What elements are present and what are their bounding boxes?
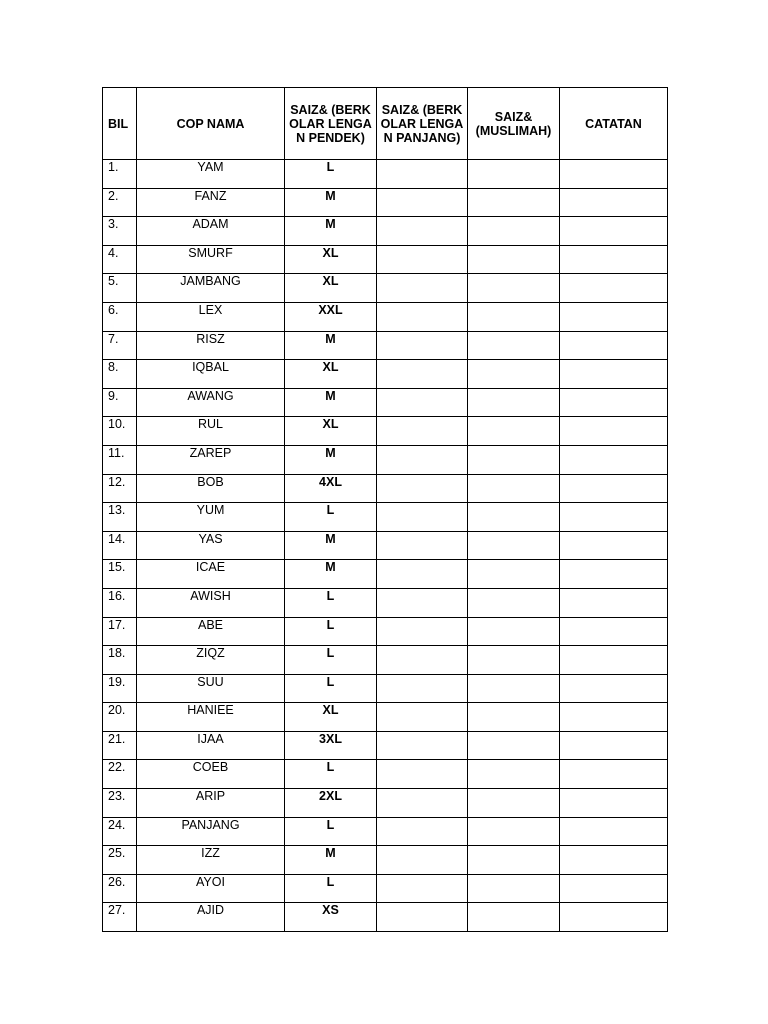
- cell-saiz-muslimah: [468, 674, 560, 703]
- cell-cop-nama: SUU: [137, 674, 285, 703]
- table-row: [103, 731, 668, 760]
- cell-catatan: [560, 474, 668, 503]
- cell-bil: 23.: [103, 789, 137, 818]
- cell-bil: 8.: [103, 360, 137, 389]
- cell-saiz-lengan-panjang: [377, 617, 468, 646]
- table-row: [103, 188, 668, 217]
- cell-saiz-lengan-pendek: 2XL: [285, 789, 377, 818]
- cell-catatan: [560, 245, 668, 274]
- cell-cop-nama: RUL: [137, 417, 285, 446]
- table-row: [103, 417, 668, 446]
- cell-bil: 20.: [103, 703, 137, 732]
- cell-saiz-muslimah: [468, 217, 560, 246]
- cell-saiz-lengan-panjang: [377, 588, 468, 617]
- cell-saiz-lengan-pendek: XL: [285, 245, 377, 274]
- cell-saiz-lengan-panjang: [377, 560, 468, 589]
- header-catatan: CATATAN: [560, 88, 668, 160]
- cell-saiz-lengan-panjang: [377, 217, 468, 246]
- cell-cop-nama: RISZ: [137, 331, 285, 360]
- cell-saiz-lengan-panjang: [377, 245, 468, 274]
- table-row: [103, 360, 668, 389]
- cell-saiz-muslimah: [468, 817, 560, 846]
- cell-saiz-muslimah: [468, 302, 560, 331]
- document-page: [102, 87, 667, 932]
- table-body: [103, 160, 668, 932]
- cell-bil: 6.: [103, 302, 137, 331]
- cell-saiz-muslimah: [468, 588, 560, 617]
- cell-cop-nama: ICAE: [137, 560, 285, 589]
- cell-saiz-muslimah: [468, 274, 560, 303]
- cell-bil: 24.: [103, 817, 137, 846]
- cell-saiz-lengan-pendek: M: [285, 331, 377, 360]
- cell-saiz-muslimah: [468, 388, 560, 417]
- cell-saiz-muslimah: [468, 445, 560, 474]
- table-row: [103, 674, 668, 703]
- cell-saiz-lengan-panjang: [377, 302, 468, 331]
- table-row: [103, 445, 668, 474]
- cell-saiz-lengan-panjang: [377, 503, 468, 532]
- cell-cop-nama: BOB: [137, 474, 285, 503]
- cell-bil: 26.: [103, 874, 137, 903]
- cell-saiz-lengan-pendek: XL: [285, 417, 377, 446]
- table-row: [103, 646, 668, 675]
- cell-saiz-lengan-pendek: M: [285, 531, 377, 560]
- cell-catatan: [560, 560, 668, 589]
- table-row: [103, 274, 668, 303]
- cell-catatan: [560, 360, 668, 389]
- cell-saiz-lengan-panjang: [377, 445, 468, 474]
- table-row: [103, 846, 668, 875]
- cell-bil: 16.: [103, 588, 137, 617]
- table-row: [103, 617, 668, 646]
- cell-saiz-lengan-pendek: XS: [285, 903, 377, 932]
- header-saiz-lengan-panjang: SAIZ& (BERKOLAR LENGAN PANJANG): [377, 88, 468, 160]
- cell-cop-nama: ZAREP: [137, 445, 285, 474]
- cell-bil: 22.: [103, 760, 137, 789]
- cell-bil: 2.: [103, 188, 137, 217]
- cell-saiz-lengan-pendek: M: [285, 846, 377, 875]
- cell-saiz-lengan-panjang: [377, 388, 468, 417]
- cell-saiz-muslimah: [468, 903, 560, 932]
- cell-bil: 11.: [103, 445, 137, 474]
- cell-saiz-muslimah: [468, 531, 560, 560]
- cell-saiz-lengan-panjang: [377, 331, 468, 360]
- cell-catatan: [560, 817, 668, 846]
- cell-saiz-lengan-pendek: L: [285, 674, 377, 703]
- cell-cop-nama: HANIEE: [137, 703, 285, 732]
- cell-cop-nama: LEX: [137, 302, 285, 331]
- cell-saiz-muslimah: [468, 188, 560, 217]
- cell-catatan: [560, 760, 668, 789]
- table-header-row: [103, 88, 668, 160]
- cell-saiz-muslimah: [468, 731, 560, 760]
- cell-catatan: [560, 274, 668, 303]
- cell-saiz-lengan-pendek: XL: [285, 360, 377, 389]
- cell-saiz-muslimah: [468, 503, 560, 532]
- cell-catatan: [560, 703, 668, 732]
- cell-bil: 9.: [103, 388, 137, 417]
- cell-cop-nama: YUM: [137, 503, 285, 532]
- header-bil: BIL: [103, 88, 137, 160]
- cell-catatan: [560, 617, 668, 646]
- cell-cop-nama: ARIP: [137, 789, 285, 818]
- cell-catatan: [560, 731, 668, 760]
- cell-catatan: [560, 160, 668, 189]
- cell-catatan: [560, 846, 668, 875]
- table-row: [103, 874, 668, 903]
- cell-saiz-muslimah: [468, 646, 560, 675]
- cell-saiz-lengan-panjang: [377, 846, 468, 875]
- cell-saiz-lengan-panjang: [377, 789, 468, 818]
- cell-catatan: [560, 674, 668, 703]
- cell-cop-nama: YAM: [137, 160, 285, 189]
- cell-catatan: [560, 588, 668, 617]
- cell-cop-nama: IQBAL: [137, 360, 285, 389]
- cell-bil: 13.: [103, 503, 137, 532]
- cell-saiz-lengan-panjang: [377, 731, 468, 760]
- cell-catatan: [560, 188, 668, 217]
- cell-saiz-lengan-pendek: XL: [285, 703, 377, 732]
- cell-saiz-lengan-pendek: L: [285, 503, 377, 532]
- cell-bil: 18.: [103, 646, 137, 675]
- cell-saiz-lengan-panjang: [377, 274, 468, 303]
- cell-catatan: [560, 331, 668, 360]
- table-row: [103, 388, 668, 417]
- cell-saiz-lengan-panjang: [377, 646, 468, 675]
- cell-saiz-lengan-pendek: M: [285, 217, 377, 246]
- cell-saiz-muslimah: [468, 760, 560, 789]
- table-row: [103, 588, 668, 617]
- cell-saiz-lengan-panjang: [377, 360, 468, 389]
- cell-cop-nama: PANJANG: [137, 817, 285, 846]
- header-cop-nama: COP NAMA: [137, 88, 285, 160]
- cell-saiz-lengan-panjang: [377, 417, 468, 446]
- table-row: [103, 703, 668, 732]
- cell-bil: 17.: [103, 617, 137, 646]
- cell-saiz-lengan-pendek: L: [285, 760, 377, 789]
- table-row: [103, 474, 668, 503]
- cell-saiz-muslimah: [468, 160, 560, 189]
- cell-cop-nama: ABE: [137, 617, 285, 646]
- cell-bil: 5.: [103, 274, 137, 303]
- cell-saiz-lengan-panjang: [377, 531, 468, 560]
- table-row: [103, 160, 668, 189]
- cell-saiz-muslimah: [468, 245, 560, 274]
- table-row: [103, 331, 668, 360]
- cell-saiz-muslimah: [468, 703, 560, 732]
- cell-saiz-muslimah: [468, 360, 560, 389]
- cell-saiz-lengan-panjang: [377, 160, 468, 189]
- cell-saiz-lengan-panjang: [377, 874, 468, 903]
- cell-saiz-lengan-pendek: L: [285, 646, 377, 675]
- cell-catatan: [560, 417, 668, 446]
- table-row: [103, 503, 668, 532]
- header-saiz-muslimah: SAIZ& (MUSLIMAH): [468, 88, 560, 160]
- table-row: [103, 760, 668, 789]
- cell-saiz-lengan-panjang: [377, 817, 468, 846]
- cell-cop-nama: AJID: [137, 903, 285, 932]
- cell-saiz-lengan-pendek: M: [285, 188, 377, 217]
- cell-bil: 12.: [103, 474, 137, 503]
- cell-bil: 25.: [103, 846, 137, 875]
- cell-saiz-muslimah: [468, 331, 560, 360]
- cell-saiz-lengan-panjang: [377, 188, 468, 217]
- cell-bil: 1.: [103, 160, 137, 189]
- cell-cop-nama: YAS: [137, 531, 285, 560]
- cell-saiz-lengan-pendek: L: [285, 817, 377, 846]
- table-row: [103, 245, 668, 274]
- cell-saiz-lengan-pendek: 3XL: [285, 731, 377, 760]
- cell-saiz-muslimah: [468, 846, 560, 875]
- cell-saiz-lengan-pendek: XXL: [285, 302, 377, 331]
- cell-saiz-lengan-panjang: [377, 760, 468, 789]
- table-row: [103, 560, 668, 589]
- cell-cop-nama: ZIQZ: [137, 646, 285, 675]
- cell-cop-nama: SMURF: [137, 245, 285, 274]
- cell-saiz-muslimah: [468, 874, 560, 903]
- cell-saiz-muslimah: [468, 474, 560, 503]
- cell-saiz-lengan-panjang: [377, 674, 468, 703]
- cell-saiz-muslimah: [468, 617, 560, 646]
- table-row: [103, 217, 668, 246]
- table-row: [103, 302, 668, 331]
- cell-catatan: [560, 789, 668, 818]
- cell-saiz-lengan-panjang: [377, 903, 468, 932]
- cell-saiz-lengan-pendek: M: [285, 445, 377, 474]
- cell-bil: 3.: [103, 217, 137, 246]
- cell-bil: 27.: [103, 903, 137, 932]
- cell-bil: 14.: [103, 531, 137, 560]
- cell-cop-nama: ADAM: [137, 217, 285, 246]
- cell-cop-nama: AWISH: [137, 588, 285, 617]
- table-row: [103, 531, 668, 560]
- cell-saiz-lengan-pendek: L: [285, 588, 377, 617]
- cell-bil: 7.: [103, 331, 137, 360]
- cell-bil: 15.: [103, 560, 137, 589]
- cell-saiz-lengan-panjang: [377, 474, 468, 503]
- cell-saiz-lengan-pendek: 4XL: [285, 474, 377, 503]
- cell-bil: 4.: [103, 245, 137, 274]
- cell-catatan: [560, 646, 668, 675]
- cell-cop-nama: COEB: [137, 760, 285, 789]
- table-row: [103, 789, 668, 818]
- cell-saiz-lengan-pendek: L: [285, 874, 377, 903]
- cell-saiz-lengan-pendek: M: [285, 560, 377, 589]
- table-row: [103, 817, 668, 846]
- cell-saiz-muslimah: [468, 789, 560, 818]
- cell-catatan: [560, 874, 668, 903]
- cell-cop-nama: FANZ: [137, 188, 285, 217]
- cell-catatan: [560, 302, 668, 331]
- cell-catatan: [560, 531, 668, 560]
- cell-bil: 21.: [103, 731, 137, 760]
- cell-saiz-lengan-pendek: L: [285, 617, 377, 646]
- table-row: [103, 903, 668, 932]
- header-saiz-lengan-pendek: SAIZ& (BERKOLAR LENGAN PENDEK): [285, 88, 377, 160]
- cell-catatan: [560, 445, 668, 474]
- cell-bil: 10.: [103, 417, 137, 446]
- cell-catatan: [560, 903, 668, 932]
- cell-cop-nama: AWANG: [137, 388, 285, 417]
- cell-catatan: [560, 388, 668, 417]
- cell-cop-nama: AYOI: [137, 874, 285, 903]
- cell-catatan: [560, 503, 668, 532]
- cell-saiz-muslimah: [468, 417, 560, 446]
- shirt-size-table: [102, 87, 668, 932]
- cell-saiz-lengan-panjang: [377, 703, 468, 732]
- cell-cop-nama: JAMBANG: [137, 274, 285, 303]
- cell-saiz-lengan-pendek: M: [285, 388, 377, 417]
- cell-cop-nama: IJAA: [137, 731, 285, 760]
- cell-saiz-muslimah: [468, 560, 560, 589]
- cell-bil: 19.: [103, 674, 137, 703]
- cell-saiz-lengan-pendek: XL: [285, 274, 377, 303]
- cell-catatan: [560, 217, 668, 246]
- cell-saiz-lengan-pendek: L: [285, 160, 377, 189]
- cell-cop-nama: IZZ: [137, 846, 285, 875]
